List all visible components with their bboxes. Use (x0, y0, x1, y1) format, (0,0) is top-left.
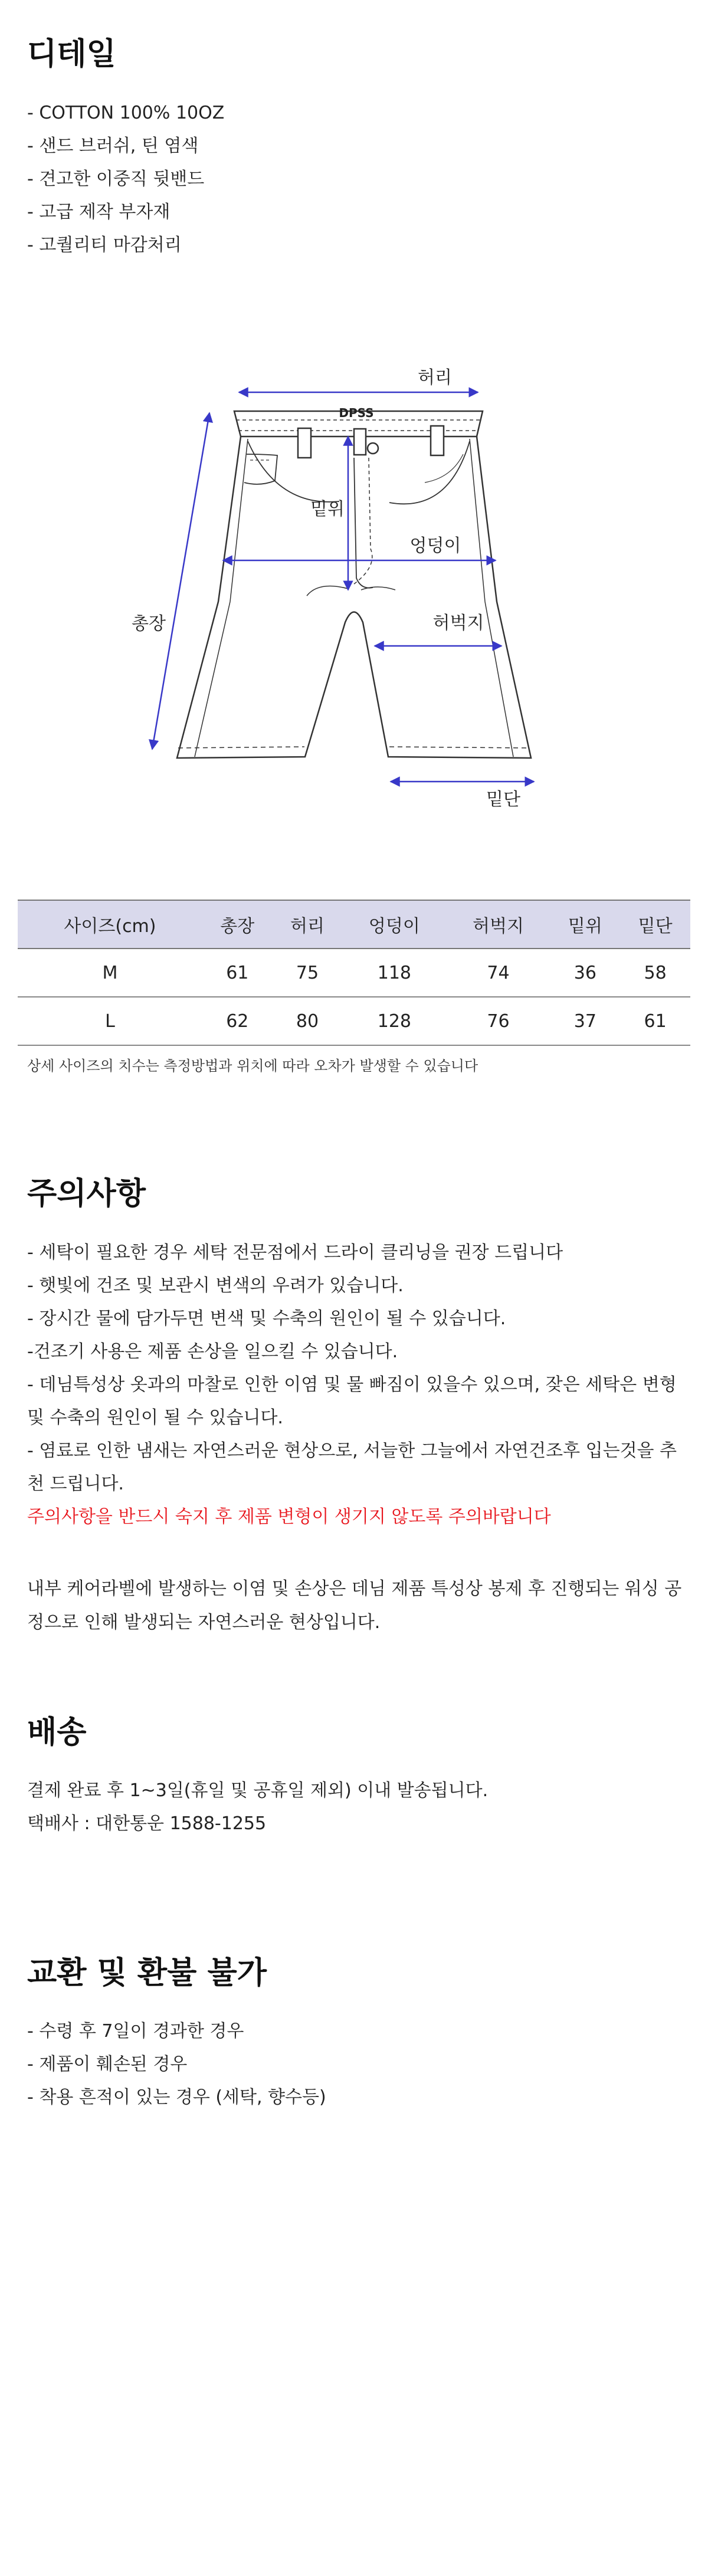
waist-label: 허리 (418, 367, 452, 388)
size-table (18, 900, 690, 1046)
size-table-header: 허리 (273, 900, 343, 949)
length-label: 총장 (132, 613, 166, 634)
size-table-header: 허벅지 (446, 900, 550, 949)
hip-label: 엉덩이 (409, 536, 461, 556)
caution-list (27, 1236, 682, 1534)
table-cell: 36 (550, 949, 621, 997)
exchange-title: 교환 및 환불 불가 (27, 1955, 267, 1991)
size-table-header-row (18, 900, 690, 949)
detail-list (27, 97, 224, 262)
table-cell: 61 (202, 949, 273, 997)
table-cell: 62 (202, 997, 273, 1045)
caution-item: - 장시간 물에 담가두면 변색 및 수축의 원인이 될 수 있습니다. (27, 1308, 506, 1329)
brand-label: DPSS (339, 406, 374, 420)
table-cell: 80 (273, 997, 343, 1045)
table-row (18, 949, 690, 997)
care-label-paragraph: 내부 케어라벨에 발생하는 이염 및 손상은 데님 제품 특성상 봉제 후 진행되는 워싱 공정으로 인해 발생되는 자연스러운 현상입니다. (27, 1579, 682, 1633)
size-table-header: 사이즈(cm) (18, 900, 202, 949)
table-cell: 74 (446, 949, 550, 997)
detail-item: - 샌드 브러쉬, 틴 염색 (27, 136, 199, 156)
length-arrow (152, 413, 209, 749)
shorts-outline (177, 411, 531, 758)
detail-title: 디테일 (27, 37, 116, 72)
detail-item: - 고퀄리티 마감처리 (27, 235, 182, 255)
rise-label: 밑위 (310, 499, 345, 520)
caution-item: - 햇빛에 건조 및 보관시 변색의 우려가 있습니다. (27, 1275, 404, 1296)
caution-item: -건조기 사용은 제품 손상을 일으킬 수 있습니다. (27, 1341, 398, 1362)
size-table-header: 밑위 (550, 900, 621, 949)
hem-label: 밑단 (486, 789, 520, 810)
table-cell: M (18, 949, 202, 997)
caution-title: 주의사항 (27, 1176, 146, 1212)
size-note: 상세 사이즈의 치수는 측정방법과 위치에 따라 오차가 발생할 수 있습니다 (27, 1058, 478, 1074)
table-cell: 58 (620, 949, 690, 997)
exchange-item: - 수령 후 7일이 경과한 경우 (27, 2021, 244, 2042)
shipping-line: 택배사 : 대한통운 1588-1255 (27, 1813, 267, 1834)
exchange-item: - 착용 흔적이 있는 경우 (세탁, 향수등) (27, 2087, 326, 2108)
size-table-header: 밑단 (620, 900, 690, 949)
exchange-item: - 제품이 훼손된 경우 (27, 2054, 188, 2075)
thigh-label: 허벅지 (432, 613, 484, 634)
shipping-info (27, 1774, 488, 1840)
shipping-title: 배송 (27, 1715, 87, 1750)
table-cell: 61 (620, 997, 690, 1045)
caution-warning: 주의사항을 반드시 숙지 후 제품 변형이 생기지 않도록 주의바랍니다 (27, 1507, 551, 1527)
size-table-header: 엉덩이 (342, 900, 446, 949)
table-cell: 76 (446, 997, 550, 1045)
detail-item: - 고급 제작 부자재 (27, 202, 171, 222)
size-table-header: 총장 (202, 900, 273, 949)
shorts-measurement-diagram (0, 354, 708, 826)
caution-item: - 염료로 인한 냄새는 자연스러운 현상으로, 서늘한 그늘에서 자연건조후 입는것을 추천 드립니다. (27, 1440, 677, 1494)
exchange-list (27, 2015, 326, 2114)
table-row (18, 997, 690, 1045)
table-cell: 37 (550, 997, 621, 1045)
table-cell: 118 (342, 949, 446, 997)
detail-item: - COTTON 100% 10OZ (27, 103, 225, 123)
measure-arrows (152, 392, 534, 782)
table-cell: 128 (342, 997, 446, 1045)
detail-item: - 견고한 이중직 뒷밴드 (27, 169, 205, 189)
caution-item: - 세탁이 필요한 경우 세탁 전문점에서 드라이 클리닝을 권장 드립니다 (27, 1242, 563, 1263)
table-cell: L (18, 997, 202, 1045)
shipping-line: 결제 완료 후 1~3일(휴일 및 공휴일 제외) 이내 발송됩니다. (27, 1780, 489, 1801)
caution-item: - 데님특성상 옷과의 마찰로 인한 이염 및 물 빠짐이 있을수 있으며, 잦은 세탁은 변형 및 수축의 원인이 될 수 있습니다. (27, 1374, 677, 1428)
table-cell: 75 (273, 949, 343, 997)
